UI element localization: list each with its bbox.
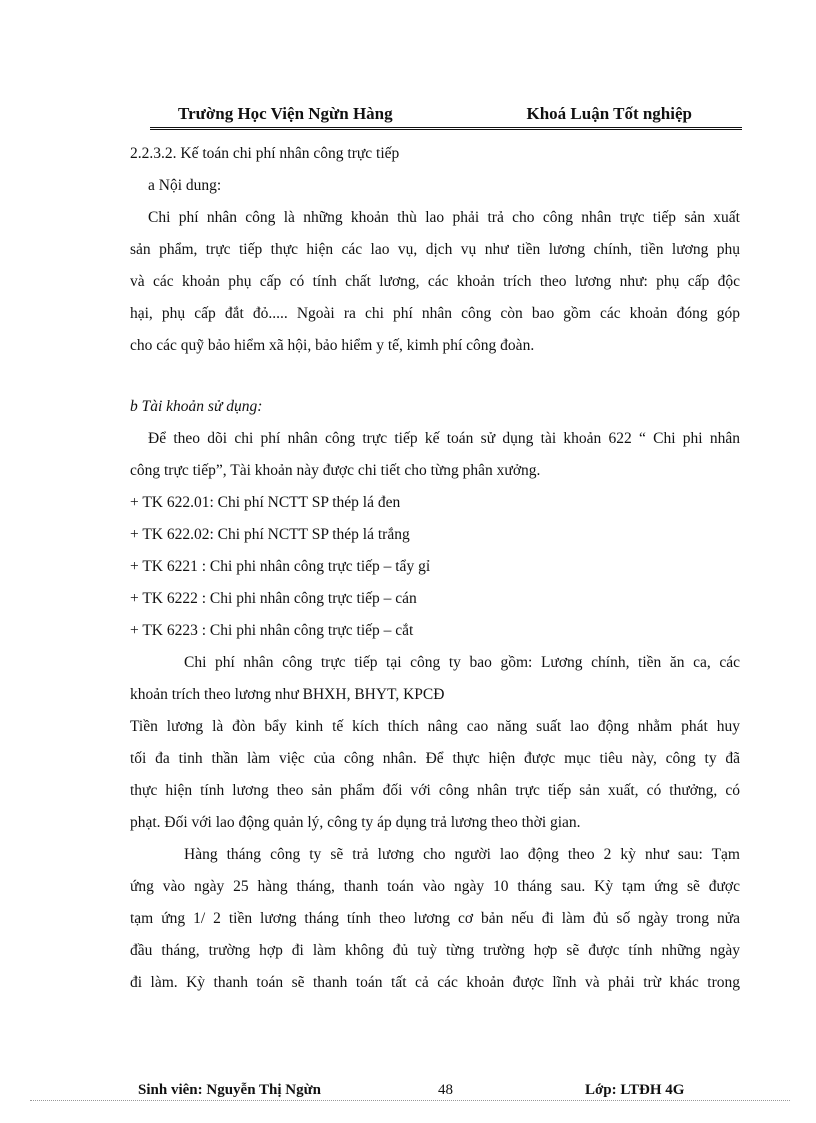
- para4-line: phạt. Đối với lao động quản lý, công ty áp dụng trả lương theo thời gian.: [130, 814, 581, 831]
- page-number: 48: [438, 1082, 453, 1098]
- para1-line: Chi phí nhân công là những khoản thù lao phải trả cho công nhân trực tiếp sản xuất: [148, 209, 740, 226]
- account-item: + TK 622.01: Chi phí NCTT SP thép lá đen: [130, 494, 401, 511]
- account-item: + TK 622.02: Chi phí NCTT SP thép lá trắng: [130, 526, 410, 543]
- para3-line: Chi phí nhân công trực tiếp tại công ty bao gồm: Lương chính, tiền ăn ca, các: [184, 654, 740, 671]
- account-item: + TK 6221 : Chi phi nhân công trực tiếp – tẩy gỉ: [130, 558, 431, 575]
- footer-student: Sinh viên: Nguyễn Thị Ngừn: [138, 1082, 321, 1098]
- account-item: + TK 6223 : Chi phi nhân công trực tiếp – cắt: [130, 622, 414, 639]
- page-header: [150, 104, 742, 128]
- para5-line: Hàng tháng công ty sẽ trả lương cho người lao động theo 2 kỳ như sau: Tạm: [184, 846, 740, 863]
- para4-line: tối đa tinh thần làm việc của công nhân. Để thực hiện được mục tiêu này, công ty đã: [130, 750, 740, 767]
- section-heading: 2.2.3.2. Kế toán chi phí nhân công trực tiếp: [130, 145, 400, 162]
- account-item: + TK 6222 : Chi phi nhân công trực tiếp – cán: [130, 590, 417, 607]
- subsection-a: a Nội dung:: [148, 177, 222, 194]
- page-footer: [0, 1078, 816, 1102]
- footer-rule: [30, 1100, 790, 1101]
- header-school: Trường Học Viện Ngừn Hàng: [178, 104, 393, 123]
- para5-line: đi làm. Kỳ thanh toán sẽ thanh toán tất cả các khoản được lĩnh và phải trừ khác trong: [130, 974, 740, 991]
- footer-class: Lớp: LTĐH 4G: [585, 1082, 685, 1098]
- para5-line: đầu tháng, trường hợp đi làm không đủ tuỳ từng trường hợp sẽ được tính những ngày: [130, 942, 740, 959]
- header-thesis: Khoá Luận Tốt nghiệp: [526, 104, 692, 123]
- para4-line: Tiền lương là đòn bẩy kinh tế kích thích nâng cao năng suất lao động nhằm phát huy: [130, 718, 740, 735]
- para3-line: khoản trích theo lương như BHXH, BHYT, KPCĐ: [130, 686, 445, 703]
- para5-line: tạm ứng 1/ 2 tiền lương tháng tính theo lương cơ bản nếu đi làm đủ số ngày trong nửa: [130, 910, 740, 927]
- para1-line: cho các quỹ bảo hiểm xã hội, bảo hiểm y tế, kimh phí công đoàn.: [130, 337, 535, 354]
- para5-line: ứng vào ngày 25 hàng tháng, thanh toán vào ngày 10 tháng sau. Kỳ tạm ứng sẽ được: [130, 878, 740, 895]
- para4-line: thực hiện tính lương theo sản phẩm đối với công nhân trực tiếp sản xuất, có thưởng, có: [130, 782, 740, 799]
- para2-line: công trực tiếp”, Tài khoản này được chi tiết cho từng phân xưởng.: [130, 462, 541, 479]
- para1-line: và các khoản phụ cấp có tính chất lương, các khoản trích theo lương như: phụ cấp độc: [130, 273, 740, 290]
- subsection-b: b Tài khoản sử dụng:: [130, 398, 263, 415]
- para2-line: Để theo dõi chi phí nhân công trực tiếp kế toán sử dụng tài khoản 622 “ Chi phi nhân: [148, 430, 740, 447]
- para1-line: sản phẩm, trực tiếp thực hiện các lao vụ, dịch vụ như tiền lương chính, tiền lương phụ: [130, 241, 740, 258]
- header-rule: [150, 127, 742, 130]
- para1-line: hại, phụ cấp đắt đỏ..... Ngoài ra chi phí nhân công còn bao gồm các khoản đóng góp: [130, 305, 740, 322]
